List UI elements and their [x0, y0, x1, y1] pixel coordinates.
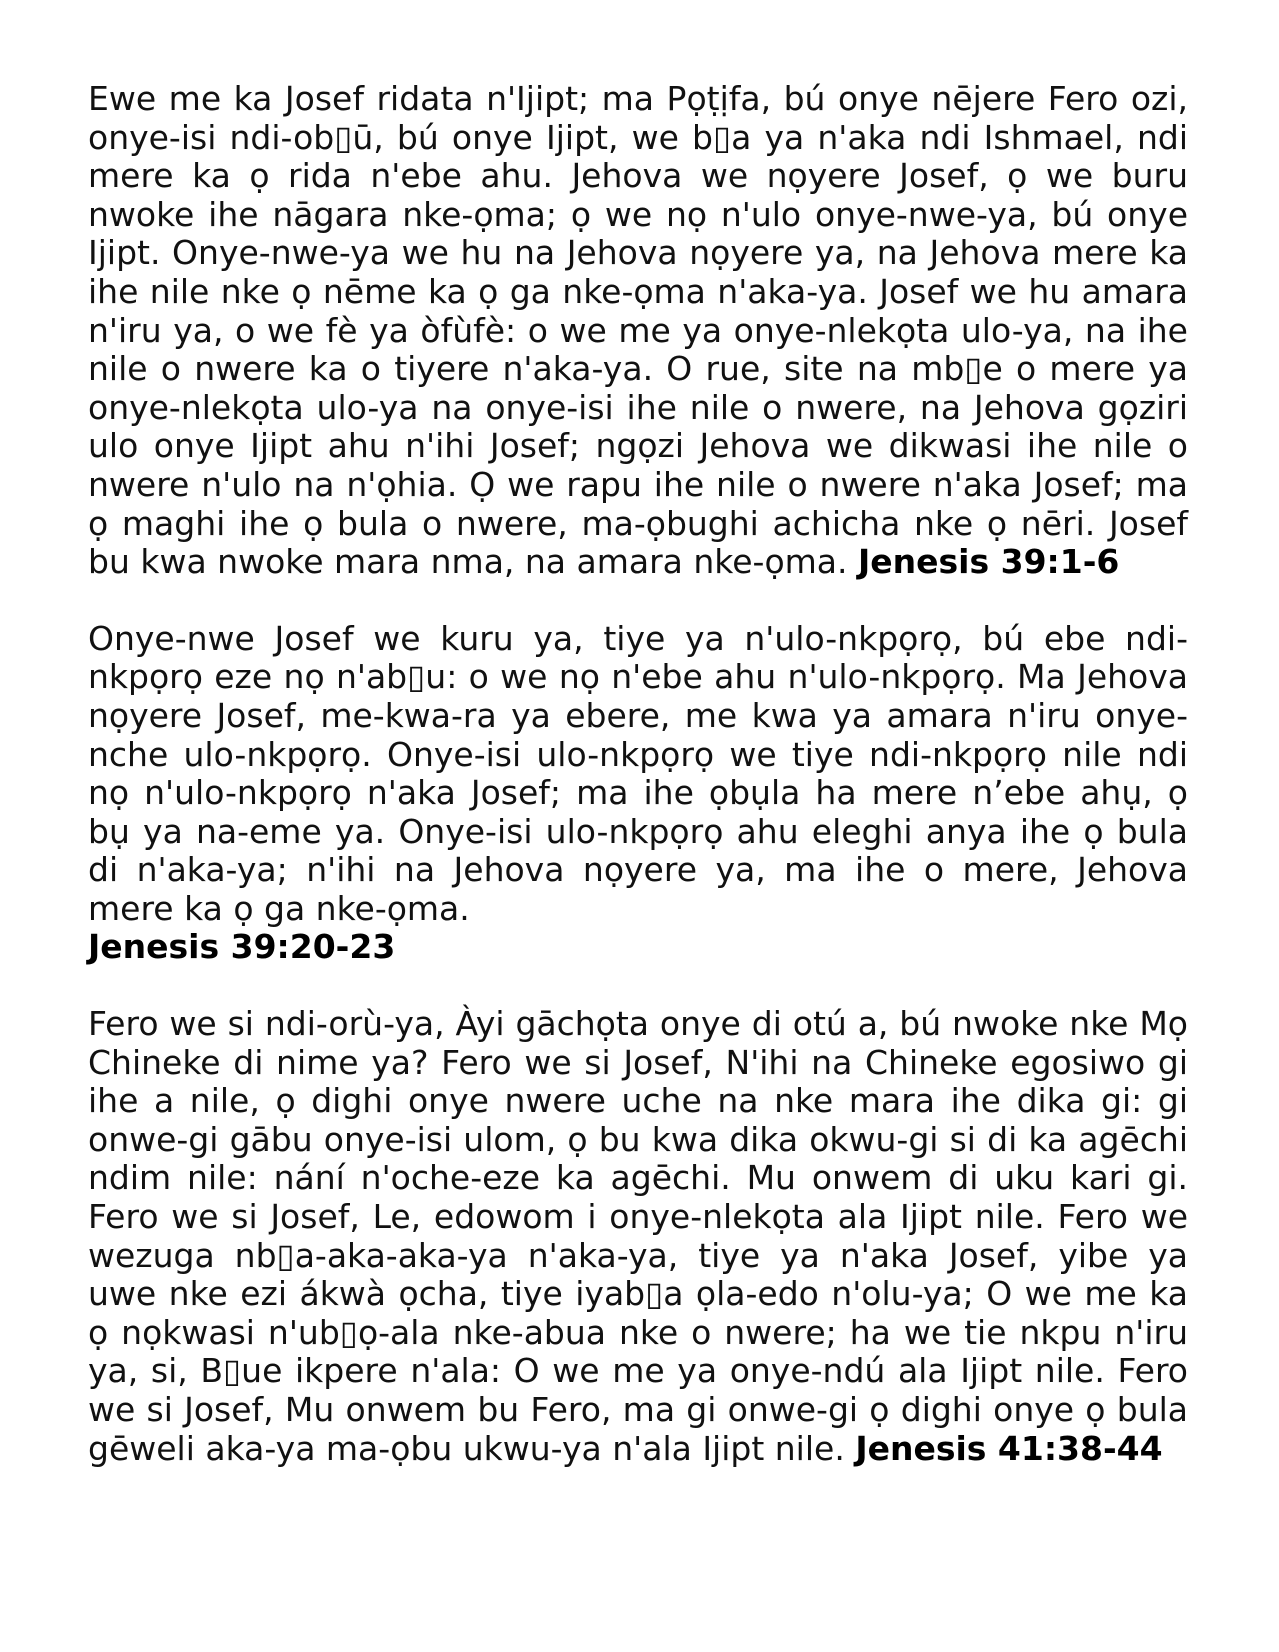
scripture-reference: Jenesis 41:38-44 [855, 1428, 1163, 1468]
scripture-reference: Jenesis 39:1-6 [858, 542, 1120, 582]
passage-text: Ewe me ka Josef ridata n'Ijipt; ma Pọṭịfa, bú onye nējere Fero ozi, onye-isi ndi-ob▯ū, bú onye Ijipt, we b▯a ya n'aka ndi Ishmael, ndi mere ka ọ rida n'ebe ahu. Jehova we nọyere Josef, ọ we buru nwoke ihe nāgara nke-ọma; ọ we nọ n'ulo onye-nwe-ya, bú onye Ijipt. Onye-nwe-ya we hu na Jehova nọyere ya, na Jehova mere ka ihe nile nke ọ nēme ka ọ ga nke-ọma n'aka-ya. Josef we hu amara n'iru ya, o we fè ya òfùfè: o we me ya onye-nlekọta ulo-ya, na ihe nile o nwere ka o tiyere n'aka-ya. O rue, site na mb▯e o mere ya onye-nlekọta ulo-ya na onye-isi ihe nile o nwere, na Jehova gọziri ulo onye Ijipt ahu n'ihi Josef; ngọzi Jehova we dikwasi ihe nile o nwere n'ulo na n'ọhia. Ọ we rapu ihe nile o nwere n'aka Josef; ma ọ maghi ihe ọ bula o nwere, ma-ọbughi achicha nke ọ nēri. Josef bu kwa nwoke mara nma, na amara nke-ọma. [88, 79, 1188, 582]
scripture-reference: Jenesis 39:20-23 [88, 927, 396, 967]
passage-text: Fero we si ndi-orù-ya, Àyi gāchọta onye di otú a, bú nwoke nke Mọ Chineke di nime ya? Fero we si Josef, N'ihi na Chineke egosiwo gi ihe a nile, ọ dighi onye nwere uche na nke mara ihe dika gi: gi onwe-gi gābu onye-isi ulom, ọ bu kwa dika okwu-gi si di ka agēchi ndim nile: nání n'oche-eze ka agēchi. Mu onwem di uku kari gi. Fero we si Josef, Le, edowom i onye-nlekọta ala Ijipt nile. Fero we wezuga nb▯a-aka-aka-ya n'aka-ya, tiye ya n'aka Josef, yibe ya uwe nke ezi ákwà ọcha, tiye iyab▯a ọla-edo n'olu-ya; O we me ka ọ nọkwasi n'ub▯ọ-ala nke-abua nke o nwere; ha we tie nkpu n'iru ya, si, B▯ue ikpere n'ala: O we me ya onye-ndú ala Ijipt nile. Fero we si Josef, Mu onwem bu Fero, ma gi onwe-gi ọ dighi onye ọ bula gēweli aka-ya ma-ọbu ukwu-ya n'ala Ijipt nile. [88, 1004, 1188, 1468]
passage-genesis-39-20-23 [88, 620, 1188, 967]
passage-text: Onye-nwe Josef we kuru ya, tiye ya n'ulo-nkpọrọ, bú ebe ndi-nkpọrọ eze nọ n'ab▯u: o we nọ n'ebe ahu n'ulo-nkpọrọ. Ma Jehova nọyere Josef, me-kwa-ra ya ebere, me kwa ya amara n'iru onye-nche ulo-nkpọrọ. Onye-isi ulo-nkpọrọ we tiye ndi-nkpọrọ nile ndi nọ n'ulo-nkpọrọ n'aka Josef; ma ihe ọbụla ha mere n’ebe ahụ, ọ bụ ya na-eme ya. Onye-isi ulo-nkpọrọ ahu eleghi anya ihe ọ bula di n'aka-ya; n'ihi na Jehova nọyere ya, ma ihe o mere, Jehova mere ka ọ ga nke-ọma. [88, 618, 1188, 928]
document-page [88, 80, 1188, 1506]
passage-genesis-39-1-6 [88, 80, 1188, 582]
passage-genesis-41-38-44 [88, 1005, 1188, 1468]
